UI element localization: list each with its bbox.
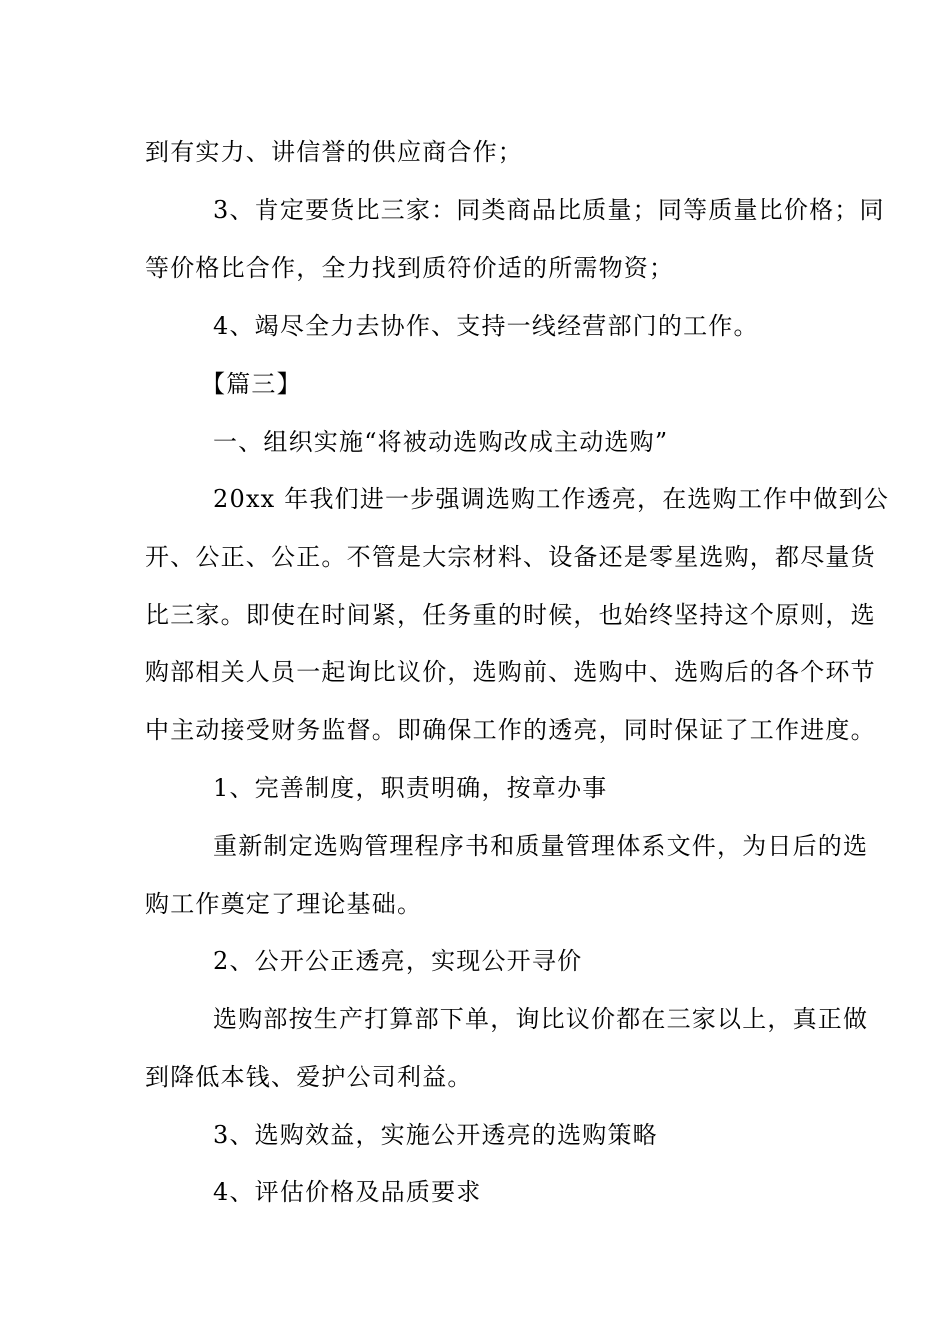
text-line: 重新制定选购管理程序书和质量管理体系文件，为日后的选 bbox=[213, 832, 869, 860]
text-line: 中主动接受财务监督。即确保工作的透亮，同时保证了工作进度。 bbox=[145, 716, 876, 744]
text-line: 比三家。即使在时间紧，任务重的时候，也始终坚持这个原则，选 bbox=[145, 601, 876, 629]
text-line: 等价格比合作，全力找到质符价适的所需物资； bbox=[145, 254, 675, 282]
text-line: 到降低本钱、爱护公司利益。 bbox=[145, 1063, 473, 1091]
text-line: 选购部按生产打算部下单，询比议价都在三家以上，真正做 bbox=[213, 1005, 869, 1033]
text-line: 开、公正、公正。不管是大宗材料、设备还是零星选购，都尽量货 bbox=[145, 543, 876, 571]
text-line: 购部相关人员一起询比议价，选购前、选购中、选购后的各个环节 bbox=[145, 658, 876, 686]
text-line: 一、组织实施“将被动选购改成主动选购” bbox=[213, 428, 669, 456]
text-line: 1、完善制度，职责明确，按章办事 bbox=[213, 774, 608, 802]
text-line: 4、评估价格及品质要求 bbox=[213, 1178, 482, 1206]
text-line: 到有实力、讲信誉的供应商合作； bbox=[145, 138, 523, 166]
text-line: 3、选购效益，实施公开透亮的选购策略 bbox=[213, 1121, 658, 1149]
text-line: 2、公开公正透亮，实现公开寻价 bbox=[213, 947, 583, 975]
text-line: 3、肯定要货比三家：同类商品比质量；同等质量比价格；同 bbox=[213, 196, 885, 224]
section-heading: 【篇三】 bbox=[201, 370, 302, 398]
text-line: 20xx 年我们进一步强调选购工作透亮，在选购工作中做到公 bbox=[213, 485, 890, 513]
text-line: 4、竭尽全力去协作、支持一线经营部门的工作。 bbox=[213, 312, 759, 340]
text-line: 购工作奠定了理论基础。 bbox=[145, 890, 423, 918]
